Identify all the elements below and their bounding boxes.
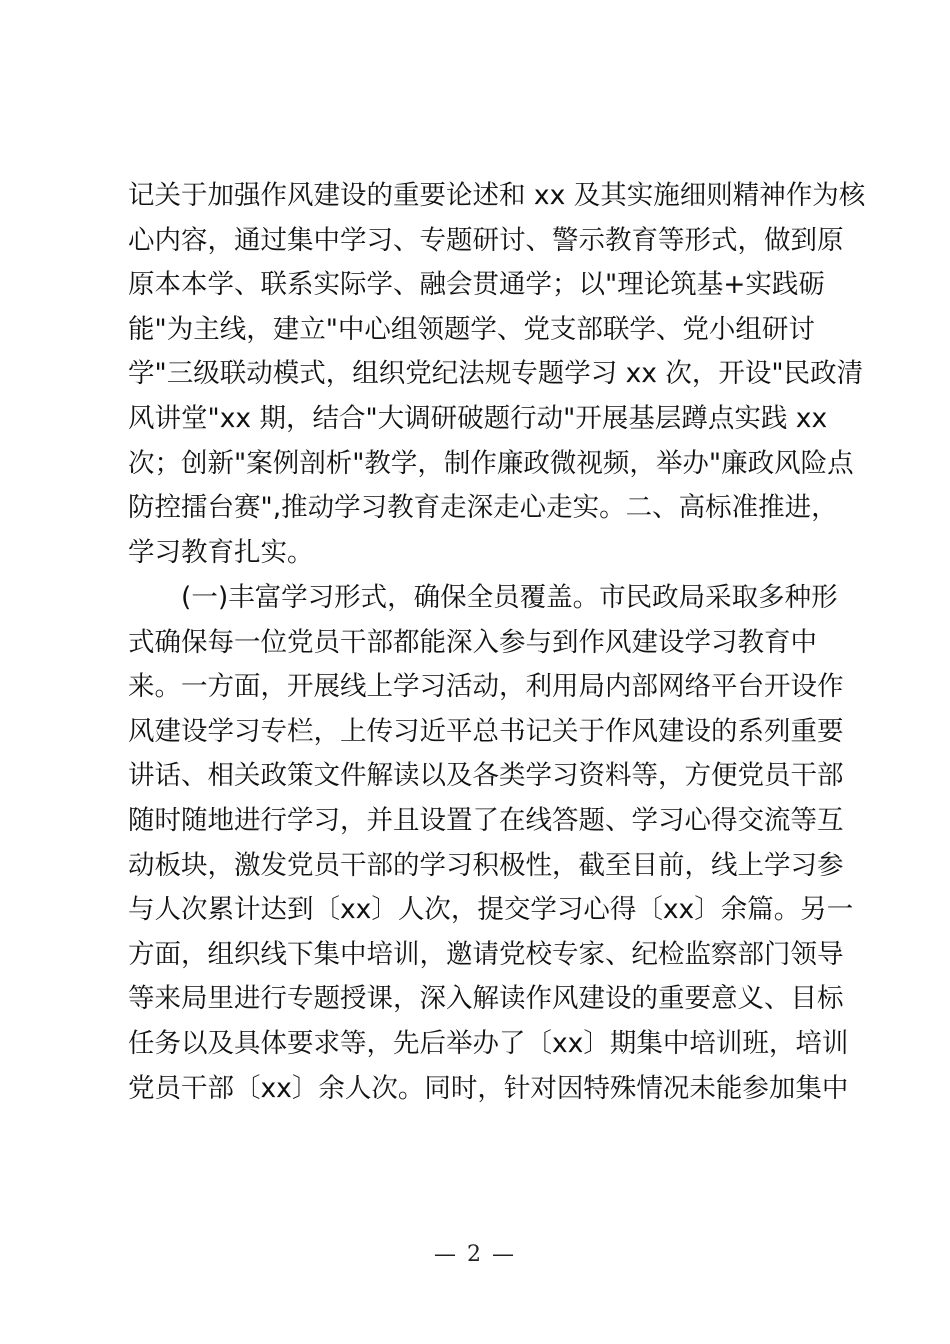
text-line: 风讲堂"xx 期，结合"大调研破题行动"开展基层蹲点实践 xx [128, 402, 828, 434]
text-line: 次；创新"案例剖析"教学，制作廉政微视频，举办"廉政风险点 [128, 447, 854, 479]
text-line: 心内容，通过集中学习、专题研讨、警示教育等形式，做到原 [128, 224, 844, 256]
text-line: 与人次累计达到〔xx〕人次，提交学习心得〔xx〕余篇。另一 [128, 894, 854, 926]
text-line: 任务以及具体要求等，先后举办了〔xx〕期集中培训班，培训 [128, 1027, 849, 1059]
text-line: 防控擂台赛",推动学习教育走深走心走实。二、高标准推进， [128, 492, 838, 524]
text-line: 方面，组织线下集中培训，邀请党校专家、纪检监察部门领导 [128, 938, 844, 970]
text-line: 学"三级联动模式，组织党纪法规专题学习 xx 次，开设"民政清 [128, 358, 864, 390]
text-line: 能"为主线，建立"中心组领题学、党支部联学、党小组研讨 [128, 313, 815, 345]
paragraph-1 [128, 174, 866, 575]
paragraph-2 [128, 576, 854, 1111]
page-number: — 2 — [434, 1242, 516, 1267]
text-line: 随时随地进行学习，并且设置了在线答题、学习心得交流等互 [128, 804, 844, 836]
text-line: 党员干部〔xx〕余人次。同时，针对因特殊情况未能参加集中 [128, 1072, 849, 1104]
text-line: 动板块，激发党员干部的学习积极性，截至目前，线上学习参 [128, 849, 844, 881]
text-line: 讲话、相关政策文件解读以及各类学习资料等，方便党员干部 [128, 760, 844, 792]
text-line: (一)丰富学习形式，确保全员覆盖。市民政局采取多种形 [128, 582, 838, 613]
text-line: 学习教育扎实。 [128, 536, 314, 568]
text-line: 风建设学习专栏，上传习近平总书记关于作风建设的系列重要 [128, 715, 844, 747]
text-line: 式确保每一位党员干部都能深入参与到作风建设学习教育中 [128, 626, 817, 658]
text-line: 来。一方面，开展线上学习活动，利用局内部网络平台开设作 [128, 671, 844, 703]
text-line: 原本本学、联系实际学、融会贯通学；以"理论筑基+实践砺 [128, 269, 825, 301]
text-line: 记关于加强作风建设的重要论述和 xx 及其实施细则精神作为核 [128, 180, 866, 211]
text-line: 等来局里进行专题授课，深入解读作风建设的重要意义、目标 [128, 983, 844, 1015]
